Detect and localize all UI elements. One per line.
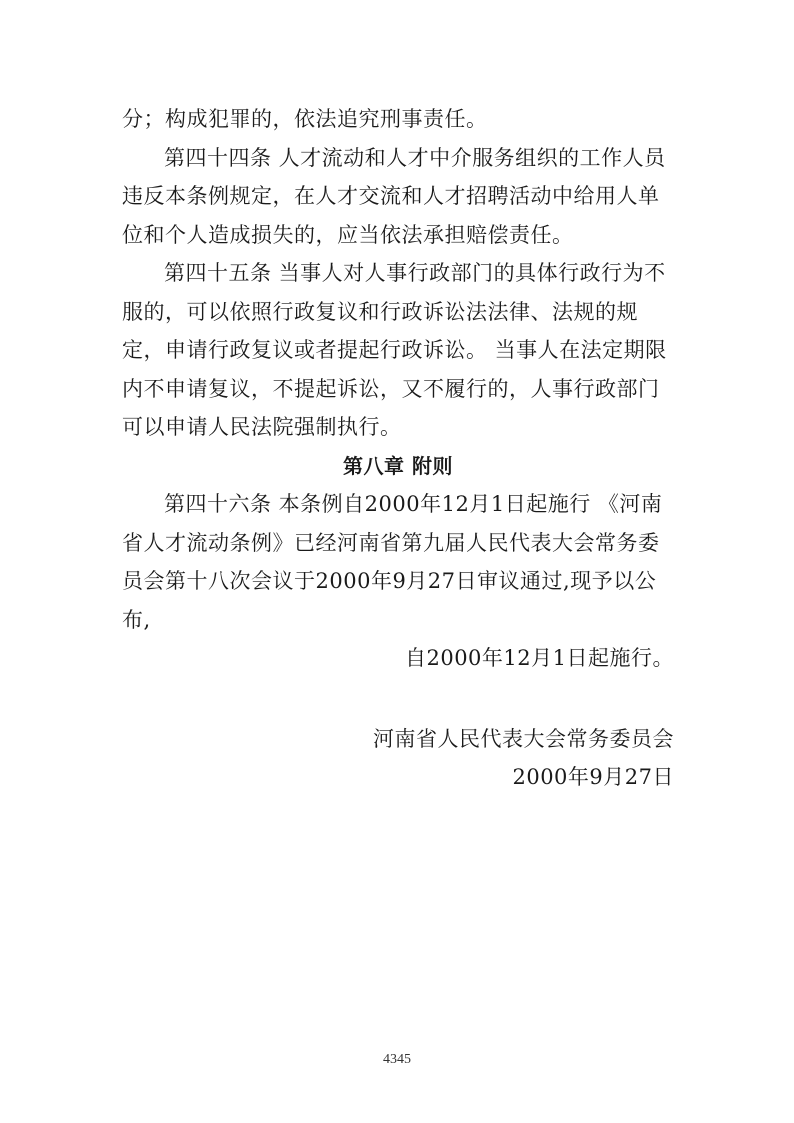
article-44: 第四十四条 人才流动和人才中介服务组织的工作人员违反本条例规定，在人才交流和人才招聘活动中给用人单位和个人造成损失的，应当依法承担赔偿责任。 <box>122 145 666 247</box>
page-number: 4345 <box>383 1052 411 1067</box>
signature-block <box>122 720 674 796</box>
article-46-tail: 自2000年12月1日起施行。 <box>404 646 674 670</box>
issuer-name: 河南省人民代表大会常务委员会 <box>373 727 674 751</box>
article-45: 第四十五条 当事人对人事行政部门的具体行政行为不服的，可以依照行政复议和行政诉讼法法律、法规的规定，申请行政复议或者提起行政诉讼。 当事人在法定期限内不申请复议，不提起诉讼，又不履行的，人事行政部门可以申请人民法院强制执行。 <box>122 261 667 439</box>
paragraph-continuation: 分；构成犯罪的，依法追究刑事责任。 <box>122 107 488 131</box>
body-text <box>122 100 674 678</box>
chapter-heading: 第八章 附则 <box>343 453 453 478</box>
article-46: 第四十六条 本条例自2000年12月1日起施行 《河南省人才流动条例》已经河南省第九届人民代表大会常务委员会第十八次会议于2000年9月27日审议通过,现予以公布, <box>122 492 663 632</box>
issue-date: 2000年9月27日 <box>512 765 674 789</box>
